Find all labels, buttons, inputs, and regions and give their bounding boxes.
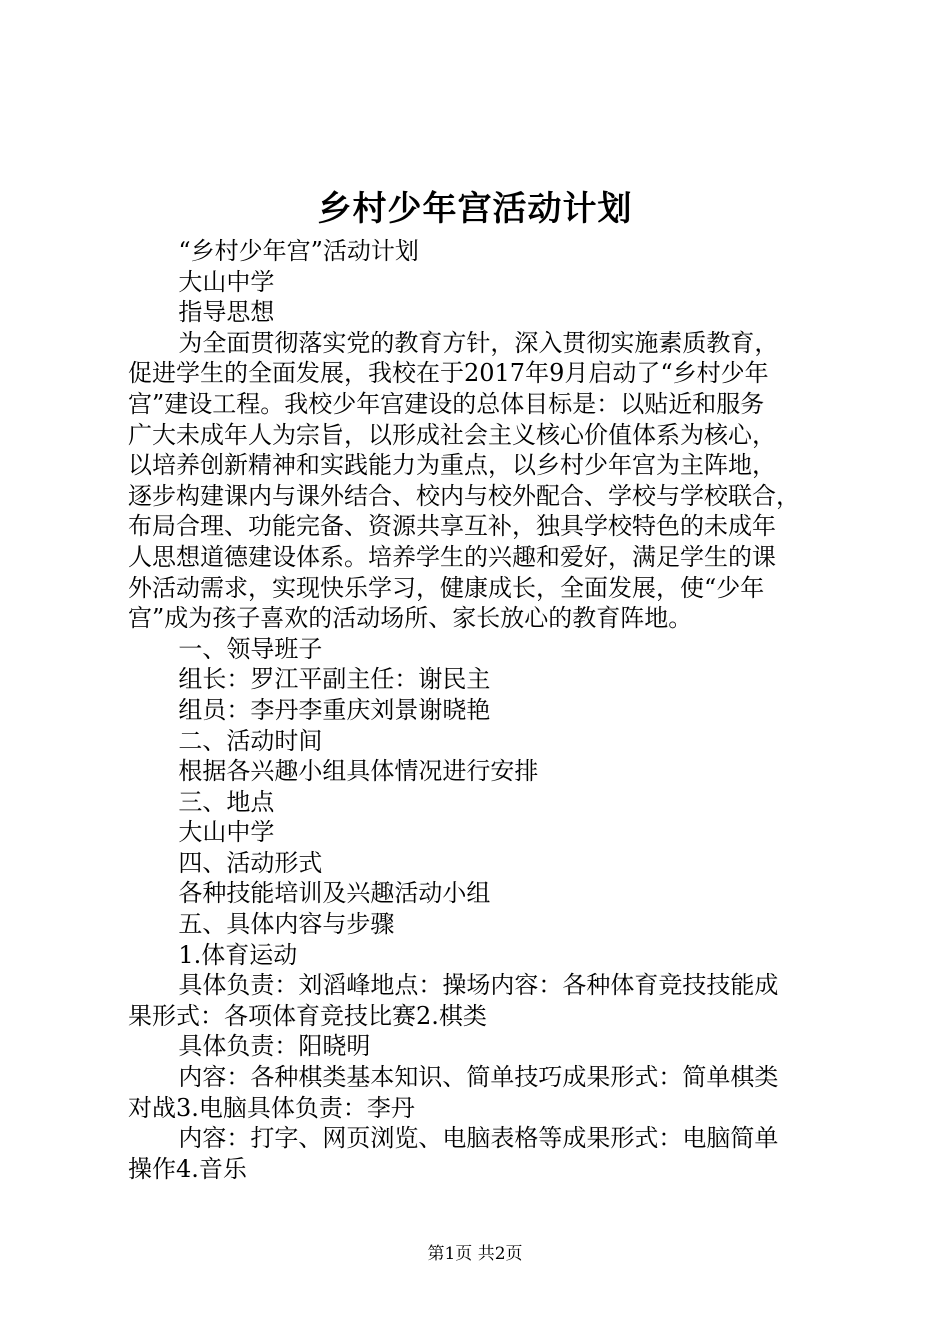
paragraph-line: 四、活动形式 — [178, 848, 323, 877]
paragraph-line: 为全面贯彻落实党的教育方针，深入贯彻实施素质教育， — [178, 328, 779, 357]
paragraph-line: 果形式：各项体育竞技比赛2.棋类 — [128, 1001, 487, 1030]
paragraph-line: 具体负责：刘滔峰地点：操场内容：各种体育竞技技能成 — [178, 971, 779, 1000]
paragraph — [128, 848, 840, 879]
paragraph — [128, 267, 840, 298]
paragraph — [128, 328, 840, 634]
paragraph — [128, 1031, 840, 1062]
paragraph — [128, 817, 840, 848]
paragraph — [128, 634, 840, 665]
paragraph-line: 内容：打字、网页浏览、电脑表格等成果形式：电脑简单 — [178, 1124, 779, 1153]
paragraph — [128, 695, 840, 726]
paragraph — [128, 878, 840, 909]
paragraph — [128, 970, 840, 1031]
paragraph-line: 一、领导班子 — [178, 634, 323, 663]
document-body — [128, 236, 840, 1184]
paragraph-line: 根据各兴趣小组具体情况进行安排 — [178, 757, 539, 786]
paragraph-line: 具体负责：阳晓明 — [178, 1032, 371, 1061]
paragraph-line: 二、活动时间 — [178, 726, 323, 755]
paragraph-line: 逐步构建课内与课外结合、校内与校外配合、学校与学校联合， — [128, 481, 800, 510]
paragraph — [128, 1062, 840, 1123]
paragraph-line: 组员：李丹李重庆刘景谢晓艳 — [178, 695, 491, 724]
paragraph — [128, 756, 840, 787]
paragraph-line: 促进学生的全面发展，我校在于2017年9月启动了“乡村少年 — [128, 359, 769, 388]
paragraph-line: 大山中学 — [178, 818, 275, 847]
paragraph — [128, 787, 840, 818]
paragraph — [128, 297, 840, 328]
paragraph-line: 内容：各种棋类基本知识、简单技巧成果形式：简单棋类 — [178, 1063, 779, 1092]
paragraph-line: 组长：罗江平副主任：谢民主 — [178, 665, 491, 694]
paragraph-line: 对战3.电脑具体负责：李丹 — [128, 1093, 415, 1122]
paragraph-line: 操作4.音乐 — [128, 1154, 247, 1183]
paragraph-line: 广大未成年人为宗旨，以形成社会主义核心价值体系为核心， — [128, 420, 776, 449]
paragraph — [128, 726, 840, 757]
paragraph-line: 三、地点 — [178, 787, 275, 816]
paragraph-line: 外活动需求，实现快乐学习，健康成长，全面发展，使“少年 — [128, 573, 765, 602]
paragraph — [128, 909, 840, 940]
paragraph-line: 指导思想 — [178, 298, 275, 327]
paragraph-line: 各种技能培训及兴趣活动小组 — [178, 879, 491, 908]
paragraph-line: 宫”成为孩子喜欢的活动场所、家长放心的教育阵地。 — [128, 604, 693, 633]
paragraph-line: 以培养创新精神和实践能力为重点，以乡村少年宫为主阵地， — [128, 451, 776, 480]
document-title: 乡村少年宫活动计划 — [317, 189, 633, 229]
paragraph-line: 大山中学 — [178, 267, 275, 296]
paragraph-line: “乡村少年宫”活动计划 — [178, 237, 419, 265]
paragraph-line: 宫”建设工程。我校少年宫建设的总体目标是：以贴近和服务 — [128, 389, 765, 418]
page-footer: 第1页 共2页 — [427, 1244, 523, 1264]
paragraph-line: 1.体育运动 — [178, 940, 298, 969]
paragraph-line: 人思想道德建设体系。培养学生的兴趣和爱好，满足学生的课 — [128, 542, 776, 571]
paragraph — [128, 1123, 840, 1184]
paragraph-line: 布局合理、功能完备、资源共享互补，独具学校特色的未成年 — [128, 512, 776, 541]
paragraph — [128, 940, 840, 971]
paragraph-line: 五、具体内容与步骤 — [178, 910, 395, 939]
paragraph — [128, 236, 840, 267]
paragraph — [128, 664, 840, 695]
